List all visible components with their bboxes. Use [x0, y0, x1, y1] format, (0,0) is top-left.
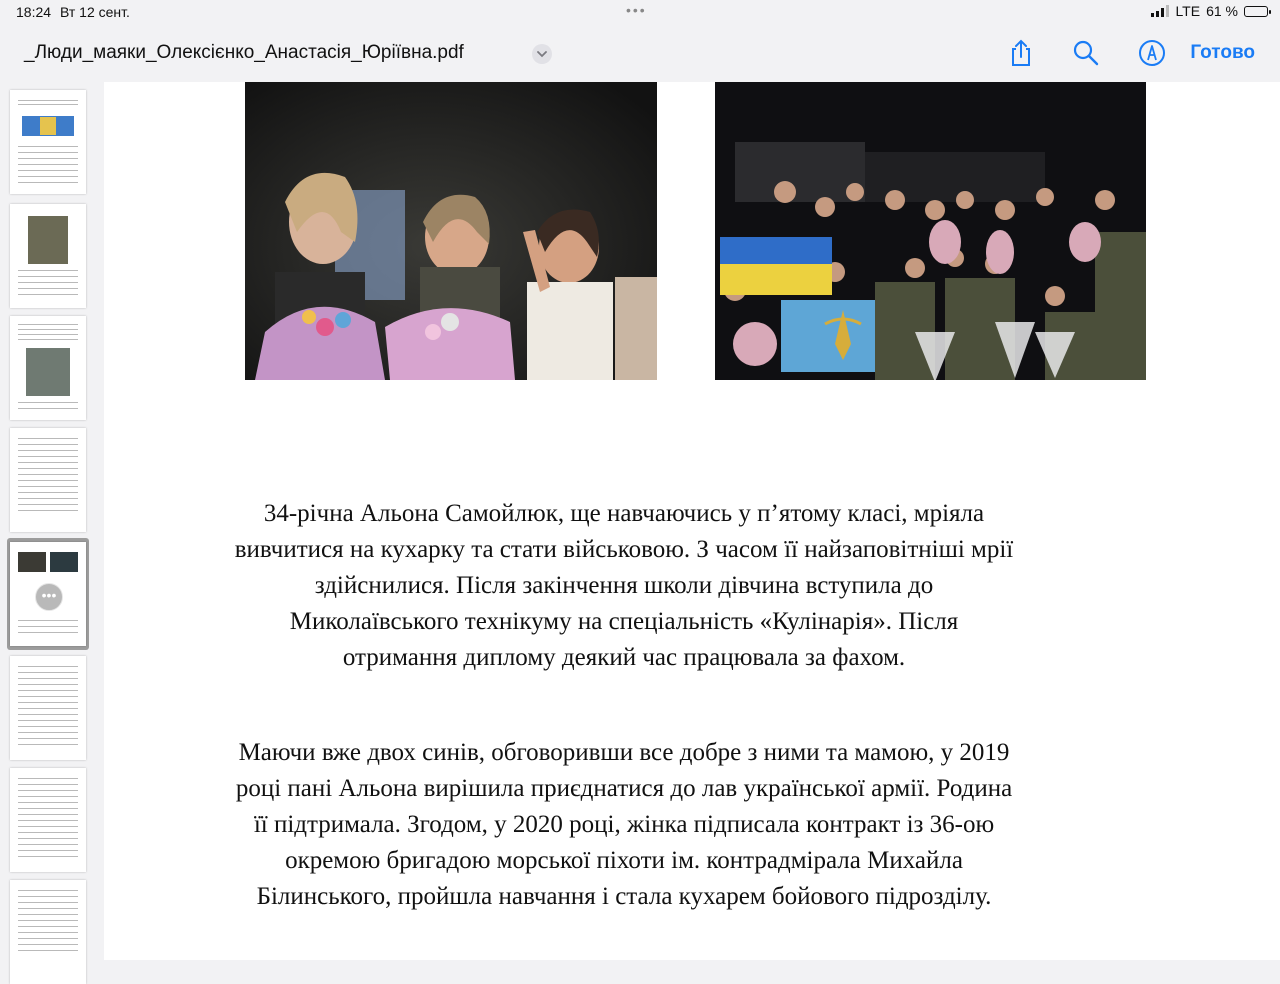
paragraph-1: 34-річна Альона Самойлюк, ще навчаючись у п’ятому класі, мріяла вивчитися на кухарку та стати військовою. З часом її найзаповітніші мрії здійснилися. Після закінчення школи дівчина вступила до Миколаївського технікуму на спеціальність «Кулінарія». Після отримання диплому деякий час працювала за фахом.: [234, 500, 1014, 671]
pdf-page: [104, 82, 1280, 960]
chevron-down-icon[interactable]: [532, 44, 552, 64]
page-thumbnail[interactable]: [10, 90, 86, 194]
search-icon[interactable]: [1071, 38, 1101, 68]
status-indicators: [1151, 3, 1268, 19]
more-options-button[interactable]: •••: [35, 583, 63, 611]
page-thumbnails-sidebar: [0, 82, 100, 960]
status-time: 18:24: [16, 4, 52, 20]
page-thumbnail[interactable]: [10, 880, 86, 984]
markup-pen-icon[interactable]: [1137, 38, 1167, 68]
battery-percent: 61 %: [1206, 3, 1238, 19]
multitasking-dots-icon[interactable]: •••: [626, 2, 647, 18]
page-thumbnail[interactable]: [10, 428, 86, 532]
photo-group-with-flags: [715, 82, 1146, 380]
paragraph-2: Маючи вже двох синів, обговоривши все добре з ними та мамою, у 2019 році пані Альона вирішила приєднатися до лав української армії. Родина її підтримала. Згодом, у 2020 році, жінка підписала контракт із 36-ою окремою бригадою морської піхоти ім. контрадмірала Михайла Білинського, пройшла навчання і стала кухарем бойового підрозділу.: [235, 739, 1013, 910]
network-type: LTE: [1175, 3, 1201, 19]
page-thumbnail[interactable]: [10, 316, 86, 420]
done-button[interactable]: Готово: [1190, 42, 1255, 63]
share-icon[interactable]: [1006, 38, 1036, 68]
document-title[interactable]: _Люди_маяки_Олексієнко_Анастасія_Юріївна.pdf: [24, 42, 464, 63]
page-thumbnail[interactable]: [10, 204, 86, 308]
photo-three-women-with-flowers: [245, 82, 657, 380]
page-thumbnail[interactable]: [10, 768, 86, 872]
cellular-signal-icon: [1151, 5, 1169, 17]
battery-icon: [1244, 6, 1268, 17]
toolbar: [0, 24, 1280, 82]
status-date: Вт 12 сент.: [60, 4, 130, 20]
status-bar: [0, 0, 1280, 24]
page-thumbnail[interactable]: [10, 656, 86, 760]
